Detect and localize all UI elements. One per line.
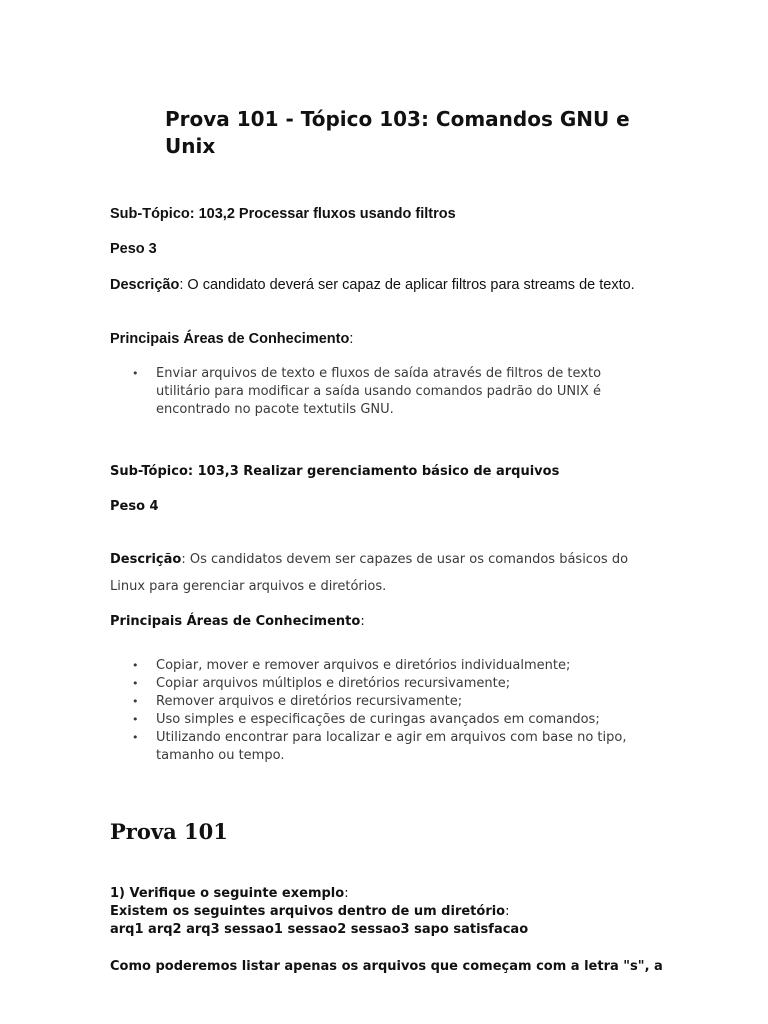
- subtopic-text: : 103,3 Realizar gerenciamento básico de arquivos: [187, 464, 560, 479]
- question-colon: :: [344, 886, 349, 901]
- weight-text: Peso 3: [110, 241, 157, 257]
- question-prompt-text: Como poderemos listar apenas os arquivos que começam com a letra "s", a: [110, 959, 663, 974]
- list-item-text: Copiar, mover e remover arquivos e diretórios individualmente;: [156, 658, 571, 673]
- bullet-icon: •: [132, 677, 139, 690]
- description-label: Descrição: [110, 277, 180, 293]
- areas-label: Principais Áreas de Conhecimento: [110, 331, 350, 347]
- areas-heading: [110, 613, 365, 631]
- description-paragraph: [110, 551, 670, 569]
- list-item-text: Enviar arquivos de texto e fluxos de saída através de filtros de texto utilitário para modificar a saída usando comandos padrão do UNIX é encontrado no pacote textutils GNU.: [156, 366, 602, 417]
- subtopic-text: Sub-Tópico: 103,2 Processar fluxos usando filtros: [110, 206, 456, 222]
- question-prompt: [110, 958, 710, 976]
- areas-list: [132, 657, 656, 765]
- file-list-text: arq1 arq2 arq3 sessao1 sessao2 sessao3 sapo satisfacao: [110, 922, 529, 937]
- question-line: [110, 885, 710, 903]
- subtopic-label: Sub-Tópico: [110, 464, 188, 479]
- list-item: [132, 657, 656, 675]
- question-text: Existem os seguintes arquivos dentro de um diretório: [110, 904, 506, 919]
- areas-label: Principais Áreas de Conhecimento: [110, 614, 361, 629]
- bullet-icon: •: [132, 659, 139, 672]
- list-item-text: Uso simples e especificações de curingas avançados em comandos;: [156, 712, 600, 727]
- question-block: [110, 885, 710, 939]
- question-line: [110, 903, 710, 921]
- areas-heading: [110, 330, 353, 348]
- bullet-icon: •: [132, 731, 139, 744]
- list-item-text: Remover arquivos e diretórios recursivamente;: [156, 694, 463, 709]
- list-item-text: Utilizando encontrar para localizar e agir em arquivos com base no tipo, tamanho ou tempo.: [156, 730, 627, 763]
- description-text: : O candidato deverá ser capaz de aplicar filtros para streams de texto.: [179, 277, 635, 293]
- weight-label: [110, 498, 159, 516]
- list-item: [132, 693, 656, 711]
- areas-list: [132, 365, 646, 419]
- bullet-icon: •: [132, 367, 139, 380]
- list-item: [132, 365, 646, 419]
- list-item: [132, 675, 656, 693]
- bullet-icon: •: [132, 695, 139, 708]
- subtopic-heading: [110, 205, 456, 223]
- list-item: [132, 711, 656, 729]
- list-item: [132, 729, 656, 765]
- description-text-line2: Linux para gerenciar arquivos e diretórios.: [110, 579, 387, 594]
- description-label: Descrição: [110, 552, 182, 567]
- weight-label: [110, 240, 157, 258]
- exam-heading: Prova 101: [110, 819, 228, 844]
- question-text: 1) Verifique o seguinte exemplo: [110, 886, 345, 901]
- page-title: Prova 101 - Tópico 103: Comandos GNU e Unix: [165, 107, 630, 158]
- subtopic-heading: [110, 463, 559, 481]
- list-item-text: Copiar arquivos múltiplos e diretórios recursivamente;: [156, 676, 511, 691]
- areas-colon: :: [349, 331, 354, 347]
- question-colon: :: [505, 904, 510, 919]
- areas-colon: :: [360, 614, 365, 629]
- file-list-line: [110, 921, 710, 939]
- description-text: : Os candidatos devem ser capazes de usar os comandos básicos do: [181, 552, 629, 567]
- description-paragraph: [110, 276, 650, 294]
- weight-text: Peso 4: [110, 499, 159, 514]
- bullet-icon: •: [132, 713, 139, 726]
